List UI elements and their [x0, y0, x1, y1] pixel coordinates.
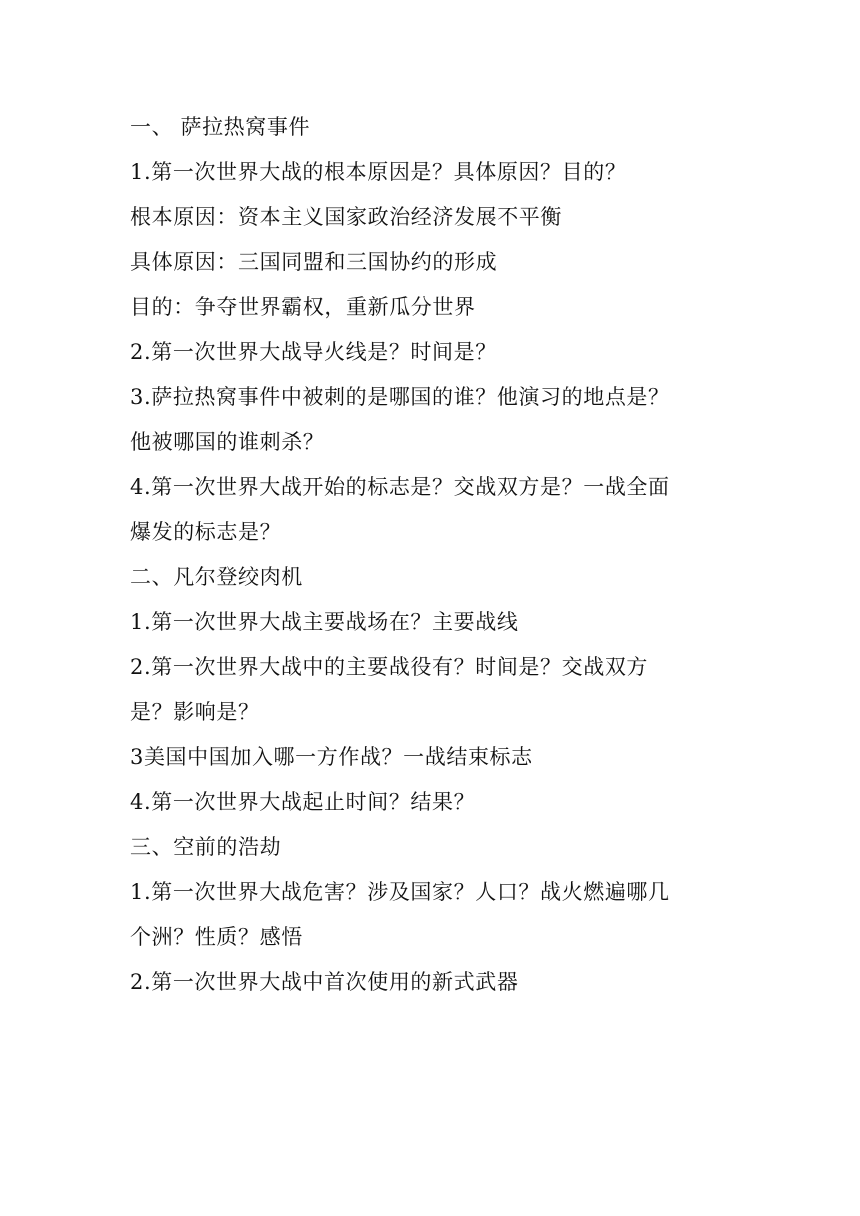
section-heading-1: 一、 萨拉热窝事件 [130, 115, 311, 139]
question-line-continued: 爆发的标志是？ [130, 520, 282, 544]
answer-line: 具体原因：三国同盟和三国协约的形成 [130, 250, 498, 274]
question-line: 1.第一次世界大战的根本原因是？具体原因？目的？ [130, 160, 627, 184]
answer-line: 目的：争夺世界霸权，重新瓜分世界 [130, 295, 476, 319]
document-page [130, 105, 740, 1005]
question-line: 2.第一次世界大战中的主要战役有？时间是？交战双方 [130, 655, 649, 679]
question-line: 4.第一次世界大战开始的标志是？交战双方是？一战全面 [130, 475, 670, 499]
question-line: 1.第一次世界大战危害？涉及国家？人口？战火燃遍哪几 [130, 880, 670, 904]
question-line-continued: 他被哪国的谁刺杀？ [130, 430, 325, 454]
question-line: 3.萨拉热窝事件中被刺的是哪国的谁？他演习的地点是？ [130, 385, 670, 409]
question-line: 2.第一次世界大战导火线是？时间是？ [130, 340, 497, 364]
answer-line: 根本原因：资本主义国家政治经济发展不平衡 [130, 205, 562, 229]
question-line: 1.第一次世界大战主要战场在？主要战线 [130, 610, 519, 634]
question-line-continued: 个洲？性质？感悟 [130, 925, 303, 949]
question-line: 2.第一次世界大战中首次使用的新式武器 [130, 970, 519, 994]
section-heading-2: 二、凡尔登绞肉机 [130, 565, 303, 589]
question-line: 4.第一次世界大战起止时间？结果？ [130, 790, 476, 814]
question-line-continued: 是？影响是？ [130, 700, 260, 724]
question-line: 3美国中国加入哪一方作战？一战结束标志 [130, 745, 533, 769]
section-heading-3: 三、空前的浩劫 [130, 835, 282, 859]
